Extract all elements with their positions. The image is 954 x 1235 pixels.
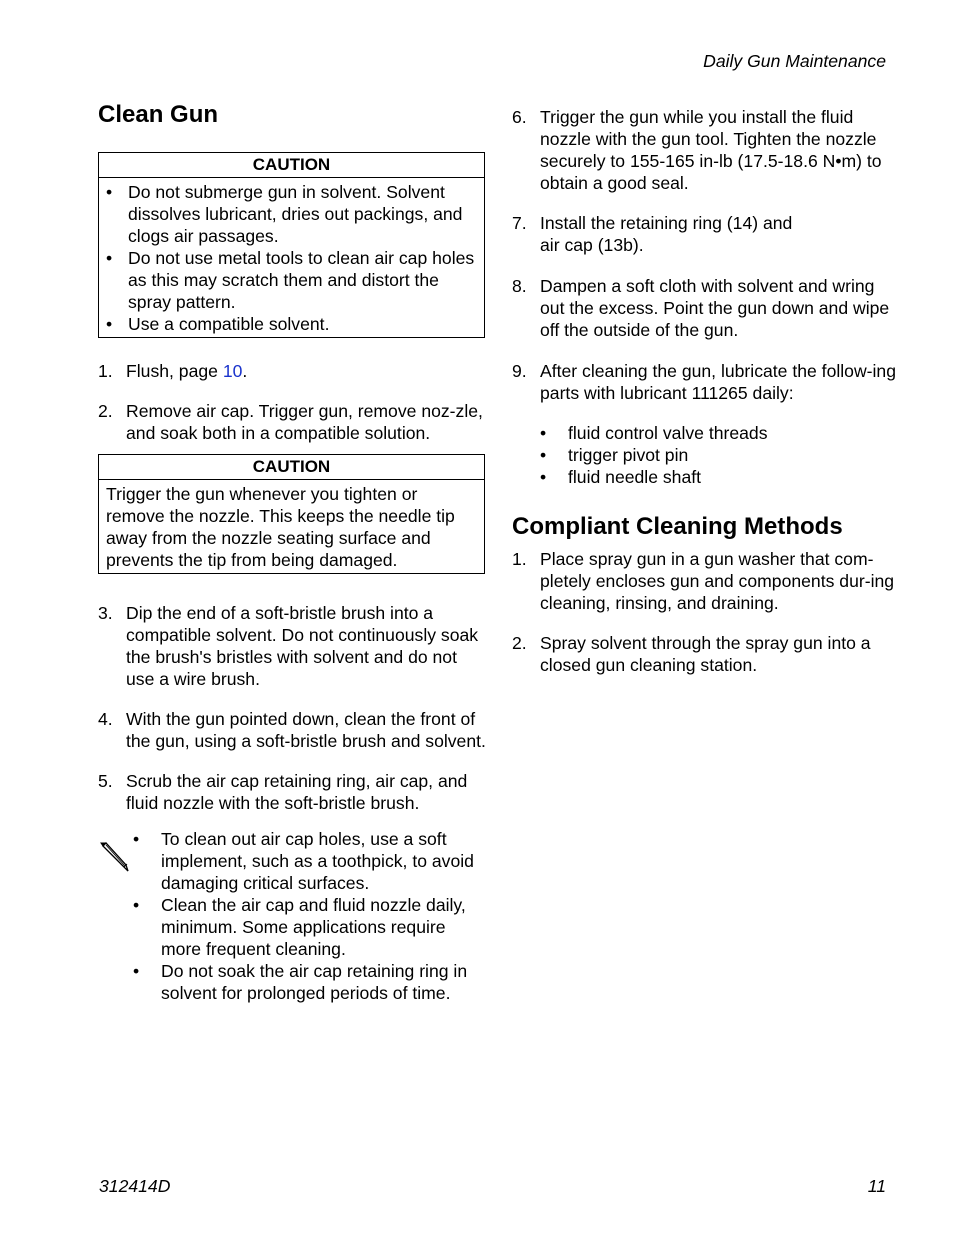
caution-title: CAUTION <box>99 455 484 480</box>
step-7 <box>512 212 896 256</box>
right-column <box>512 106 896 676</box>
list-item <box>540 466 896 488</box>
note-item <box>133 828 488 894</box>
caution-item <box>105 181 478 247</box>
step-6 <box>512 106 896 194</box>
step-2 <box>98 400 488 444</box>
step-1 <box>98 360 488 382</box>
step-number: 7. <box>512 213 527 233</box>
step-5 <box>98 770 488 814</box>
bullet-icon: • <box>106 248 113 268</box>
list-item-text: fluid control valve threads <box>568 423 768 443</box>
compliant-step-2 <box>512 632 896 676</box>
running-header: Daily Gun Maintenance <box>703 51 886 71</box>
caution-item <box>105 313 478 335</box>
bullet-icon: • <box>540 445 547 465</box>
caution-box-2 <box>98 454 485 574</box>
bullet-icon: • <box>133 961 140 981</box>
step-text: Trigger the gun while you install the fluid nozzle with the gun tool. Tighten the nozzle securely to 155-165 in-lb (17.5-18.6 N•m) to obtain a good seal. <box>540 107 882 193</box>
caution-item-text: Do not use metal tools to clean air cap holes as this may scratch them and distort the spray pattern. <box>128 248 475 312</box>
step-text: Spray solvent through the spray gun into a closed gun cleaning station. <box>540 633 871 675</box>
caution-text: Trigger the gun whenever you tighten or remove the nozzle. This keeps the needle tip away from the nozzle seating surface and prevents the tip from being damaged. <box>106 484 455 570</box>
step-number: 2. <box>512 633 527 653</box>
list-item-text: fluid needle shaft <box>568 467 702 487</box>
step-number: 2. <box>98 401 113 421</box>
step-4 <box>98 708 488 752</box>
step-number: 6. <box>512 107 527 127</box>
step-number: 3. <box>98 603 113 623</box>
step-number: 5. <box>98 771 113 791</box>
step-9 <box>512 360 896 488</box>
bullet-icon: • <box>106 314 113 334</box>
step-number: 9. <box>512 361 527 381</box>
step-text: Install the retaining ring (14) and <box>540 213 793 233</box>
step-text: Place spray gun in a gun washer that com-pletely encloses gun and components dur-ing cleaning, rinsing, and draining. <box>540 549 895 613</box>
step-text: Dampen a soft cloth with solvent and wring out the excess. Point the gun down and wipe off the outside of the gun. <box>540 276 890 340</box>
page-link[interactable]: 10 <box>222 361 243 381</box>
list-item-text: trigger pivot pin <box>568 445 689 465</box>
caution-title: CAUTION <box>99 153 484 178</box>
step-text: Remove air cap. Trigger gun, remove noz-zle, and soak both in a compatible solution. <box>126 401 483 443</box>
bullet-icon: • <box>106 182 113 202</box>
caution-item-text: Use a compatible solvent. <box>128 314 330 334</box>
compliant-step-1 <box>512 548 896 614</box>
step-text: Flush, page <box>126 361 223 381</box>
compliant-cleaning-heading: Compliant Cleaning Methods <box>512 513 843 540</box>
step-text: With the gun pointed down, clean the front of the gun, using a soft-bristle brush and solvent. <box>126 709 486 751</box>
step-text: After cleaning the gun, lubricate the follow-ing parts with lubricant 111265 daily: <box>540 361 896 403</box>
note-item-text: Do not soak the air cap retaining ring in solvent for prolonged periods of time. <box>161 961 468 1003</box>
clean-gun-heading: Clean Gun <box>98 101 219 128</box>
note-block <box>98 828 488 1004</box>
page-number: 11 <box>867 1176 886 1196</box>
step-8 <box>512 275 896 341</box>
bullet-icon: • <box>133 895 140 915</box>
note-item-text: To clean out air cap holes, use a soft implement, such as a toothpick, to avoid damaging critical surfaces. <box>161 829 474 893</box>
pencil-icon <box>100 840 132 879</box>
note-item <box>133 894 488 960</box>
step-number: 4. <box>98 709 113 729</box>
step-number: 1. <box>512 549 527 569</box>
note-item-text: Clean the air cap and fluid nozzle daily, minimum. Some applications require more frequent cleaning. <box>161 895 466 959</box>
caution-box-1 <box>98 152 485 338</box>
list-item <box>540 444 896 466</box>
document-number: 312414D <box>99 1176 171 1196</box>
bullet-icon: • <box>133 829 140 849</box>
step-text-end: . <box>242 361 248 381</box>
note-item <box>133 960 488 1004</box>
step-3 <box>98 602 488 690</box>
caution-item-text: Do not submerge gun in solvent. Solvent dissolves lubricant, dries out packings, and clogs air passages. <box>128 182 463 246</box>
step-number: 1. <box>98 361 113 381</box>
step-text: Dip the end of a soft-bristle brush into a compatible solvent. Do not continuously soak the brush's bristles with solvent and do not use a wire brush. <box>126 603 479 689</box>
step-number: 8. <box>512 276 527 296</box>
bullet-icon: • <box>540 423 547 443</box>
lubrication-list <box>540 422 896 488</box>
step-text: Scrub the air cap retaining ring, air cap, and fluid nozzle with the soft-bristle brush. <box>126 771 468 813</box>
bullet-icon: • <box>540 467 547 487</box>
step-text-line2: air cap (13b). <box>540 235 644 255</box>
left-column <box>98 100 488 1004</box>
list-item <box>540 422 896 444</box>
caution-item <box>105 247 478 313</box>
